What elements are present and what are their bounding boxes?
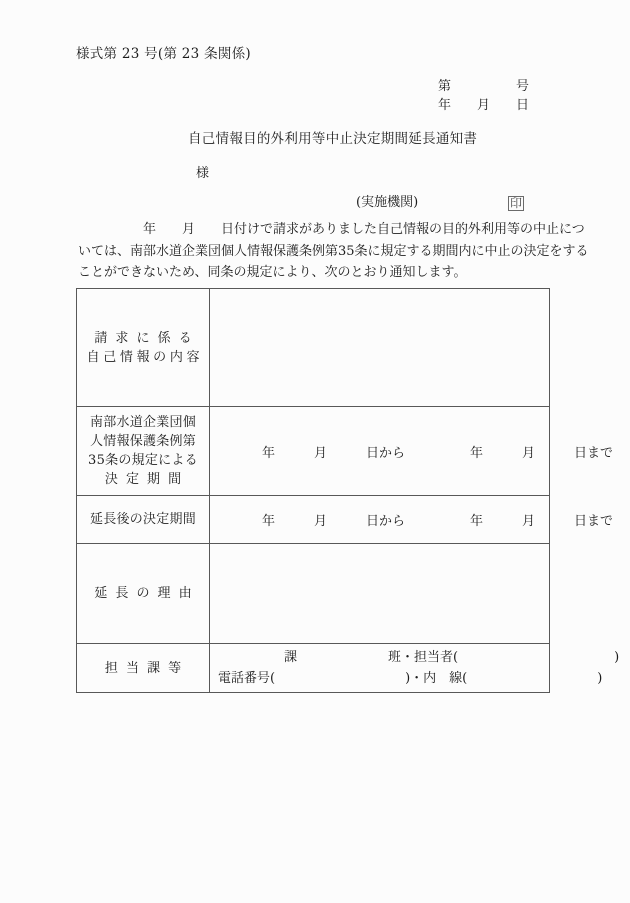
row-label-request-content bbox=[77, 289, 210, 407]
row-label-statutory-period bbox=[77, 407, 210, 496]
statutory-period-daterange: 年 月 日から 年 月 日まで bbox=[262, 445, 614, 461]
addressee-honorific: 様 bbox=[196, 166, 210, 181]
label-line: 延長後の決定期間 bbox=[89, 512, 197, 527]
contact-section-line: 課 班・担当者( ) bbox=[284, 650, 620, 665]
row-value-extended-period[interactable] bbox=[210, 496, 614, 544]
table-row bbox=[77, 644, 550, 693]
label-line: 延長の理由 bbox=[94, 586, 200, 601]
label-line: 人情報保護条例第 bbox=[89, 434, 197, 449]
body-line-3: ことができないため、同条の規定により、次のとおり通知します。 bbox=[78, 265, 467, 280]
label-line: 南部水道企業団個 bbox=[89, 415, 197, 430]
label-line: 決定期間 bbox=[104, 472, 190, 487]
row-label-extension-reason bbox=[77, 544, 210, 644]
document-date-line: 年 月 日 bbox=[438, 98, 530, 113]
table-row bbox=[77, 544, 550, 644]
row-value-statutory-period[interactable] bbox=[210, 407, 614, 496]
page-title: 自己情報目的外利用等中止決定期間延長通知書 bbox=[188, 131, 478, 147]
row-label-extended-period bbox=[77, 496, 210, 544]
table-row bbox=[77, 289, 550, 407]
row-label-contact-section bbox=[77, 644, 210, 693]
form-number: 様式第 23 号(第 23 条関係) bbox=[76, 46, 251, 62]
body-line-1: 年 月 日付けで請求がありました自己情報の目的外利用等の中止につ bbox=[78, 222, 585, 237]
table-row bbox=[77, 496, 550, 544]
label-line: 自己情報の内容 bbox=[86, 349, 204, 365]
label-line: 35条の規定による bbox=[88, 453, 198, 468]
contact-phone-line: 電話番号( )・内 線( ) bbox=[218, 671, 603, 686]
row-value-extension-reason[interactable] bbox=[210, 544, 550, 644]
issuer-organization: (実施機関) bbox=[356, 195, 419, 210]
label-line: 請求に係る bbox=[94, 330, 200, 346]
document-number-line: 第 号 bbox=[438, 79, 530, 94]
extended-period-daterange: 年 月 日から 年 月 日まで bbox=[262, 514, 614, 529]
row-value-request-content[interactable] bbox=[210, 289, 550, 407]
seal-mark: 印 bbox=[510, 196, 523, 210]
form-table bbox=[76, 288, 620, 693]
row-value-contact-section[interactable] bbox=[210, 644, 620, 693]
body-paragraph bbox=[78, 219, 589, 284]
label-line: 担当課等 bbox=[104, 660, 190, 676]
body-line-2: いては、南部水道企業団個人情報保護条例第35条に規定する期間内に中止の決定をする bbox=[78, 243, 589, 259]
table-row bbox=[77, 407, 550, 496]
